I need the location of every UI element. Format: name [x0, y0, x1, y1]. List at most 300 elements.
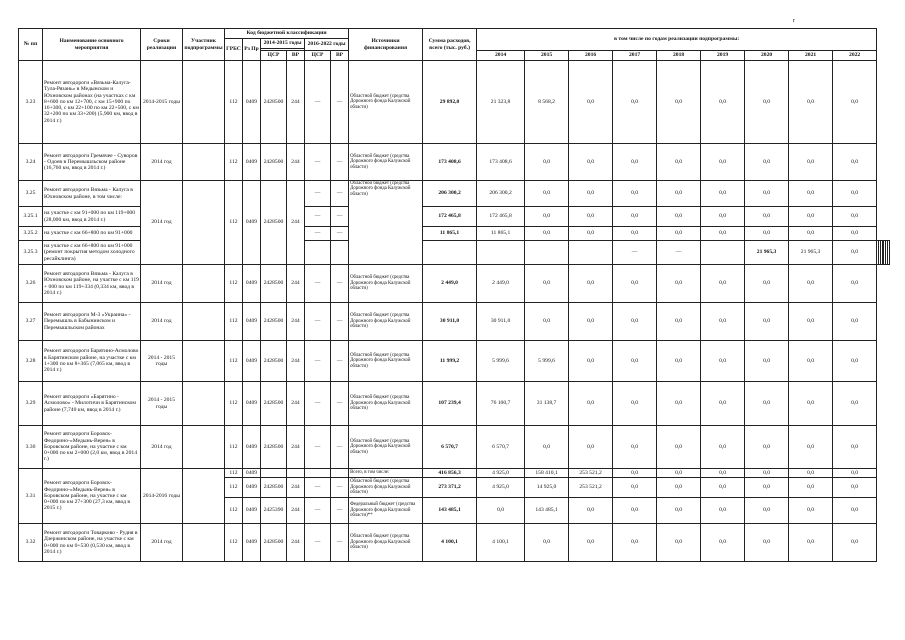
row-vr-1: 244 — [287, 265, 305, 303]
row-csr-1: 2425390 — [261, 498, 287, 524]
row-rzpr: 0409 — [243, 469, 261, 478]
row-year-value: 0,0 — [745, 181, 789, 207]
row-total: 6 570,7 — [423, 426, 477, 469]
row-rzpr: 0409 — [243, 426, 261, 469]
table-row — [19, 144, 890, 181]
header-name: Наименование основного мероприятия — [43, 29, 141, 61]
row-year-value: 0,0 — [833, 524, 877, 562]
row-term: 2014 год — [141, 303, 183, 341]
row-year-value: 0,0 — [789, 144, 833, 181]
row-name: Ремонт автодороги Вязьма - Калуга в Юхновском районе, на участке с км 119 + 000 по км 119+334 (0,334 км, ввод в 2014 г.) — [43, 265, 141, 303]
header-budget-code: Код бюджетной классификации — [225, 29, 349, 39]
row-year-value: 0,0 — [613, 144, 657, 181]
header-vr-2: ВР — [331, 51, 349, 61]
row-year-value: 0,0 — [701, 144, 745, 181]
row-term: 2014 - 2015 годы — [141, 382, 183, 426]
row-year-value: 0,0 — [701, 341, 745, 382]
row-vr-1: 244 — [287, 341, 305, 382]
row-year-value: 0,0 — [657, 144, 701, 181]
row-vr-1: 244 — [287, 144, 305, 181]
row-source: Областной бюджет (средства Дорожного фонда Калужской области) — [349, 341, 423, 382]
row-year-value: 0,0 — [569, 498, 613, 524]
row-year-value: 21 323,8 — [477, 61, 525, 144]
row-year-value: 0,0 — [745, 478, 789, 498]
row-rzpr — [477, 241, 525, 265]
row-total: 273 371,2 — [423, 478, 477, 498]
row-num: 3.31 — [19, 469, 43, 524]
row-vr-2: — — [331, 478, 349, 498]
header-year: 2019 — [701, 51, 745, 61]
row-year-value: 253 521,2 — [569, 478, 613, 498]
row-year-value: 0,0 — [701, 303, 745, 341]
row-participant — [183, 341, 225, 382]
row-year-value: 0,0 — [745, 303, 789, 341]
row-year-value: 0,0 — [701, 181, 745, 207]
program-table-page — [18, 28, 890, 562]
row-participant — [183, 524, 225, 562]
row-year-value: 0,0 — [613, 227, 657, 241]
row-year-value: 5 999,6 — [525, 341, 569, 382]
row-year-value: 253 521,2 — [569, 469, 613, 478]
row-year-value: 0,0 — [569, 426, 613, 469]
row-year-value: 0,0 — [701, 426, 745, 469]
row-vr-1: 244 — [287, 478, 305, 498]
table-row — [19, 524, 890, 562]
row-term: 2014 - 2015 годы — [141, 341, 183, 382]
row-year-value: 0,0 — [745, 382, 789, 426]
table-row — [19, 265, 890, 303]
row-year-value: 0,0 — [525, 426, 569, 469]
row-year-value: 0,0 — [833, 181, 877, 207]
row-rzpr: 0409 — [243, 265, 261, 303]
row-name: Ремонт автодороги Боровск-Федорино-«Медынь-Верея» в Боровском районе, на участке с км 0+000 по км 27+300 (27,3 км, ввод в 2015 г.) — [43, 469, 141, 524]
row-year-value: 0,0 — [789, 227, 833, 241]
row-csr-1: 2428500 — [261, 524, 287, 562]
program-table — [18, 28, 890, 562]
row-year-value: 0,0 — [613, 61, 657, 144]
row-year-value: 0,0 — [657, 469, 701, 478]
row-source: Областной бюджет (средства Дорожного фонда Калужской области) — [349, 426, 423, 469]
row-num: 3.25 — [19, 181, 43, 207]
row-year-value: 0,0 — [525, 207, 569, 227]
row-year-value — [888, 241, 890, 265]
header-year: 2015 — [525, 51, 569, 61]
row-csr-1: 2428500 — [261, 144, 287, 181]
row-year-value: 0,0 — [701, 382, 745, 426]
row-source: Всего, в том числе: — [349, 469, 423, 478]
row-year-value: 0,0 — [789, 426, 833, 469]
row-rzpr: 0409 — [243, 524, 261, 562]
row-term: 2014-2015 годы — [141, 61, 183, 144]
row-year-value: 14 925,0 — [525, 478, 569, 498]
row-year-value: 0,0 — [657, 181, 701, 207]
row-vr-2: — — [331, 181, 349, 207]
row-year-value: 0,0 — [789, 524, 833, 562]
header-csr-1: ЦСР — [261, 51, 287, 61]
row-participant — [183, 469, 225, 524]
row-year-value: 0,0 — [701, 227, 745, 241]
row-year-value: 0,0 — [525, 524, 569, 562]
row-year-value: 0,0 — [613, 303, 657, 341]
row-year-value: 0,0 — [613, 469, 657, 478]
row-vr-2: — — [331, 341, 349, 382]
row-year-value: 0,0 — [657, 227, 701, 241]
row-source: Областной бюджет (средства Дорожного фонда Калужской области) — [349, 382, 423, 426]
row-year-value: 0,0 — [613, 524, 657, 562]
row-grbs: 112 — [225, 382, 243, 426]
row-term: 2014-2016 годы — [141, 469, 183, 524]
row-total: 206 300,2 — [423, 181, 477, 207]
row-year-value: 0,0 — [525, 144, 569, 181]
row-year-value: 0,0 — [745, 265, 789, 303]
header-total: Сумма расходов, всего (тыс. руб.) — [423, 29, 477, 61]
header-year: 2021 — [789, 51, 833, 61]
row-csr-2: — — [305, 524, 331, 562]
row-year-value: 0,0 — [477, 498, 525, 524]
row-year-value: 0,0 — [613, 181, 657, 207]
row-source: Областной бюджет (средства Дорожного фонда Калужской области) — [349, 303, 423, 341]
header-period-2: 2016-2022 годы — [305, 39, 349, 51]
row-year-value: 11 865,1 — [477, 227, 525, 241]
row-year-value: 0,0 — [745, 341, 789, 382]
row-grbs: 112 — [225, 426, 243, 469]
row-term: 2014 год — [141, 181, 183, 265]
row-year-value: 0,0 — [701, 265, 745, 303]
row-csr-1: 2428500 — [261, 426, 287, 469]
row-num: 3.25.2 — [19, 227, 43, 241]
row-csr-2: — — [305, 144, 331, 181]
row-grbs: 112 — [225, 478, 243, 498]
row-csr-2 — [305, 469, 331, 478]
row-term: 2014 год — [141, 426, 183, 469]
row-vr-1: 244 — [287, 61, 305, 144]
row-year-value: 0,0 — [657, 382, 701, 426]
header-year: 2017 — [613, 51, 657, 61]
row-name: Ремонт автодороги Барятино-Асмолово в Барятинском районе, на участке с км 1+300 по км 8+365 (7,065 км, ввод в 2014 г.) — [43, 341, 141, 382]
row-year-value: 0,0 — [789, 61, 833, 144]
row-year-value: 0,0 — [833, 241, 877, 265]
row-vr-1: 244 — [287, 303, 305, 341]
row-year-value: 0,0 — [789, 341, 833, 382]
row-year-value: 0,0 — [657, 303, 701, 341]
header-year: 2022 — [833, 51, 877, 61]
row-source: Федеральный бюджет (средства Дорожного фонда Калужской области)** — [349, 498, 423, 524]
row-year-value: 0,0 — [657, 524, 701, 562]
row-total: 29 892,0 — [423, 61, 477, 144]
row-csr-2: — — [305, 382, 331, 426]
row-csr-2: — — [305, 341, 331, 382]
row-year-value: 0,0 — [569, 341, 613, 382]
row-year-value: 0,0 — [657, 207, 701, 227]
header-period-1: 2014-2015 годы — [261, 39, 305, 49]
row-rzpr: 0409 — [243, 303, 261, 341]
row-term — [305, 241, 331, 265]
row-grbs: 112 — [225, 144, 243, 181]
row-source: Областной бюджет (средства Дорожного фонда Калужской области) — [349, 524, 423, 562]
row-vr-1: 244 — [287, 181, 305, 265]
header-grbs: ГРБС — [225, 39, 243, 61]
row-year-value: 0,0 — [701, 61, 745, 144]
row-vr-2: — — [331, 303, 349, 341]
row-total: 11 865,1 — [423, 227, 477, 241]
row-csr-1 — [261, 469, 287, 478]
row-year-value: 0,0 — [833, 144, 877, 181]
row-year-value: 0,0 — [701, 498, 745, 524]
row-name: Ремонт автодороги «Вязьма-Калуга-Тула-Рязань» в Медынском и Юхновском районах (на участках с км 8+600 по км 12+700, с км 15+900 по 16+300, с км 22+100 по км 22+500, с км 32+200 по км 33+200) (5,900 км, ввод в 2014 г.) — [43, 61, 141, 144]
row-year-value: 0,0 — [833, 207, 877, 227]
row-year-value: 0,0 — [789, 469, 833, 478]
row-year-value: 0,0 — [833, 498, 877, 524]
header-sources: Источники финансирования — [349, 29, 423, 61]
row-year-value: 0,0 — [613, 265, 657, 303]
row-num: 3.28 — [19, 341, 43, 382]
row-total: 172 465,8 — [423, 207, 477, 227]
row-total: 2 449,0 — [423, 265, 477, 303]
row-csr-1: 2428500 — [261, 181, 287, 265]
row-rzpr: 0409 — [243, 341, 261, 382]
row-vr-2: — — [657, 241, 701, 265]
row-num: 3.27 — [19, 303, 43, 341]
table-row — [19, 426, 890, 469]
row-num: 3.32 — [19, 524, 43, 562]
header-by-years: в том числе по годам реализации подпрограммы: — [477, 29, 877, 51]
row-year-value: 0,0 — [833, 478, 877, 498]
row-year-value: 0,0 — [525, 265, 569, 303]
row-year-value: 0,0 — [569, 207, 613, 227]
row-year-value: 4 925,0 — [477, 469, 525, 478]
row-participant — [183, 382, 225, 426]
row-source: Областной бюджет (средства Дорожного фонда Калужской области) — [349, 144, 423, 181]
row-year-value: 0,0 — [833, 61, 877, 144]
row-year-value: 0,0 — [657, 341, 701, 382]
row-year-value: 0,0 — [657, 478, 701, 498]
row-participant — [183, 303, 225, 341]
row-year-value: 0,0 — [657, 498, 701, 524]
row-year-value: 0,0 — [569, 181, 613, 207]
row-year-value: 8 568,2 — [525, 61, 569, 144]
row-participant — [183, 426, 225, 469]
row-year-value: 0,0 — [745, 426, 789, 469]
row-year-value: 30 911,0 — [477, 303, 525, 341]
row-year-value: 0,0 — [833, 265, 877, 303]
row-csr-2: — — [305, 265, 331, 303]
row-year-value: 0,0 — [613, 478, 657, 498]
row-year-value: 0,0 — [701, 478, 745, 498]
row-year-value: 0,0 — [525, 227, 569, 241]
row-year-value: 0,0 — [789, 382, 833, 426]
row-year-value: 0,0 — [569, 227, 613, 241]
row-name: Ремонт автодороги М-3 «Украина» - Перемышль в Бабынинском и Перемышльском районах — [43, 303, 141, 341]
row-csr-1: 2428500 — [261, 341, 287, 382]
table-row — [19, 469, 890, 478]
row-grbs: 112 — [225, 524, 243, 562]
header-year: 2016 — [569, 51, 613, 61]
row-grbs: 112 — [225, 341, 243, 382]
row-csr-2: — — [305, 181, 331, 207]
row-year-value: 172 465,8 — [477, 207, 525, 227]
header-term: Сроки реализации — [141, 29, 183, 61]
row-rzpr: 0409 — [243, 181, 261, 265]
row-total: 107 239,4 — [423, 382, 477, 426]
row-total: 173 408,6 — [423, 144, 477, 181]
row-year-value: 0,0 — [613, 382, 657, 426]
row-year-value: 158 410,1 — [525, 469, 569, 478]
row-name: Ремонт автодороги Вязьма - Калуга в Юхновском районе, в том числе: — [43, 181, 141, 207]
row-year-value: 0,0 — [613, 341, 657, 382]
row-csr-1: 2428500 — [261, 265, 287, 303]
row-year-value: 206 300,2 — [477, 181, 525, 207]
row-year-value: 0,0 — [745, 144, 789, 181]
row-year-value: 0,0 — [569, 524, 613, 562]
row-rzpr: 0409 — [243, 478, 261, 498]
row-year-value: 0,0 — [789, 207, 833, 227]
row-rzpr: 0409 — [243, 61, 261, 144]
row-year-value: 0,0 — [833, 382, 877, 426]
row-year-value: 0,0 — [833, 341, 877, 382]
row-year-value: 6 570,7 — [477, 426, 525, 469]
row-year-value: 143 485,1 — [525, 498, 569, 524]
row-name: на участке с км 66+800 по км 91+000 — [43, 227, 141, 241]
row-year-value: 0,0 — [525, 303, 569, 341]
row-year-value: 0,0 — [613, 498, 657, 524]
row-vr-2: — — [331, 524, 349, 562]
row-total: 416 856,3 — [423, 469, 477, 478]
row-name: на участке с км 66+800 по км 91+000 (ремонт покрытия методом холодного ресайклинга) — [43, 241, 141, 265]
row-grbs — [423, 241, 477, 265]
row-num: 3.26 — [19, 265, 43, 303]
row-year-value: 0,0 — [745, 227, 789, 241]
row-source: Областной бюджет (средства Дорожного фонда Калужской области) — [349, 61, 423, 144]
row-name: Ремонт автодороги «Барятино - Асмолово» - Милотичи в Барятинском районе (7,740 км, ввод в 2014 г.) — [43, 382, 141, 426]
row-vr-1: 244 — [287, 524, 305, 562]
row-total: 143 485,1 — [423, 498, 477, 524]
row-name: Ремонт автодороги Гремячее - Суворов - Одоев в Перемышльском районе (16,760 км, ввод в 2014 г.) — [43, 144, 141, 181]
row-name: Ремонт автодороги Товарково - Рудня в Дзержинском районе, на участке с км 0+000 по км 0+530 (0,530 км, ввод в 2014 г.) — [43, 524, 141, 562]
row-grbs: 112 — [225, 181, 243, 265]
header-rzpr: Рз Пр — [243, 39, 261, 61]
row-vr-1: 244 — [287, 426, 305, 469]
row-vr-2: — — [331, 265, 349, 303]
row-vr-1 — [287, 469, 305, 478]
row-year-value: 4 925,0 — [477, 478, 525, 498]
row-year-value: 4 100,1 — [477, 524, 525, 562]
row-year-value: 2 449,0 — [477, 265, 525, 303]
row-participant — [183, 265, 225, 303]
row-year-value: 0,0 — [569, 61, 613, 144]
row-vr-2: — — [331, 61, 349, 144]
row-year-value: 0,0 — [701, 524, 745, 562]
row-vr-1: 244 — [287, 498, 305, 524]
row-num: 3.23 — [19, 61, 43, 144]
row-total: 21 965,3 — [745, 241, 789, 265]
row-year-value: 0,0 — [789, 181, 833, 207]
row-vr-2: — — [331, 144, 349, 181]
row-grbs: 112 — [225, 469, 243, 478]
header-year: 2014 — [477, 51, 525, 61]
row-csr-2: — — [305, 61, 331, 144]
header-year: 2018 — [657, 51, 701, 61]
row-year-value: 0,0 — [789, 478, 833, 498]
row-rzpr: 0409 — [243, 498, 261, 524]
table-row — [19, 303, 890, 341]
row-year-value: 0,0 — [745, 207, 789, 227]
row-year-value: 0,0 — [569, 382, 613, 426]
row-term: 2014 год — [141, 144, 183, 181]
row-participant — [331, 241, 349, 265]
row-total: 11 999,2 — [423, 341, 477, 382]
row-year-value: 0,0 — [569, 144, 613, 181]
row-year-value: 0,0 — [569, 303, 613, 341]
row-csr-1: 2428500 — [261, 303, 287, 341]
row-name: на участке с км 91+000 по км 119+000 (28,000 км, ввод в 2014 г.) — [43, 207, 141, 227]
row-vr-1: 244 — [287, 382, 305, 426]
table-row — [19, 181, 890, 207]
row-csr-2: — — [613, 241, 657, 265]
row-num: 3.25.1 — [19, 207, 43, 227]
row-year-value: 0,0 — [745, 498, 789, 524]
row-source: Областной бюджет (средства Дорожного фонда Калужской области) — [349, 478, 423, 498]
row-year-value: 0,0 — [569, 265, 613, 303]
row-year-value: 31 138,7 — [525, 382, 569, 426]
row-total: 30 911,0 — [423, 303, 477, 341]
row-vr-2 — [331, 469, 349, 478]
table-row — [19, 61, 890, 144]
row-year-value: 0,0 — [833, 303, 877, 341]
row-num: 3.25.3 — [19, 241, 43, 265]
row-total: 4 100,1 — [423, 524, 477, 562]
row-num: 3.24 — [19, 144, 43, 181]
row-vr-2: — — [331, 207, 349, 227]
row-year-value: 0,0 — [789, 498, 833, 524]
row-num: 3.30 — [19, 426, 43, 469]
row-grbs: 112 — [225, 61, 243, 144]
row-term: 2014 год — [141, 265, 183, 303]
row-num: 3.29 — [19, 382, 43, 426]
row-vr-2: — — [331, 382, 349, 426]
row-year-value: 0,0 — [833, 469, 877, 478]
row-year-value: 0,0 — [789, 303, 833, 341]
row-grbs: 112 — [225, 265, 243, 303]
row-name: Ремонт автодороги Боровск-Федорино-«Медынь-Верея» в Боровском районе, на участке с км 0+000 по км 2+000 (2,0 км, ввод в 2014 г.) — [43, 426, 141, 469]
row-csr-2: — — [305, 478, 331, 498]
row-csr-2: — — [305, 303, 331, 341]
row-vr-2: — — [331, 227, 349, 241]
row-year-value: 0,0 — [613, 207, 657, 227]
row-term: 2014 год — [141, 524, 183, 562]
row-grbs: 112 — [225, 498, 243, 524]
row-year-value: 0,0 — [745, 524, 789, 562]
corner-mark: r — [793, 18, 795, 24]
row-source: Областной бюджет (средства Дорожного фонда Калужской области) — [349, 265, 423, 303]
header-vr-1: ВР — [287, 51, 305, 61]
row-csr-2: — — [305, 207, 331, 227]
row-grbs: 112 — [225, 303, 243, 341]
row-participant — [183, 61, 225, 144]
row-year-value: 0,0 — [745, 469, 789, 478]
table-row — [19, 341, 890, 382]
row-vr-2: — — [331, 498, 349, 524]
header-year: 2020 — [745, 51, 789, 61]
header-participant: Участник подпрограммы — [183, 29, 225, 61]
row-csr-1: 2428500 — [261, 478, 287, 498]
row-csr-1: 2428500 — [261, 382, 287, 426]
row-vr-1 — [569, 241, 613, 265]
row-vr-2: — — [331, 426, 349, 469]
table-row — [19, 382, 890, 426]
row-year-value: 0,0 — [789, 265, 833, 303]
row-source — [701, 241, 745, 265]
row-year-value: 0,0 — [657, 426, 701, 469]
